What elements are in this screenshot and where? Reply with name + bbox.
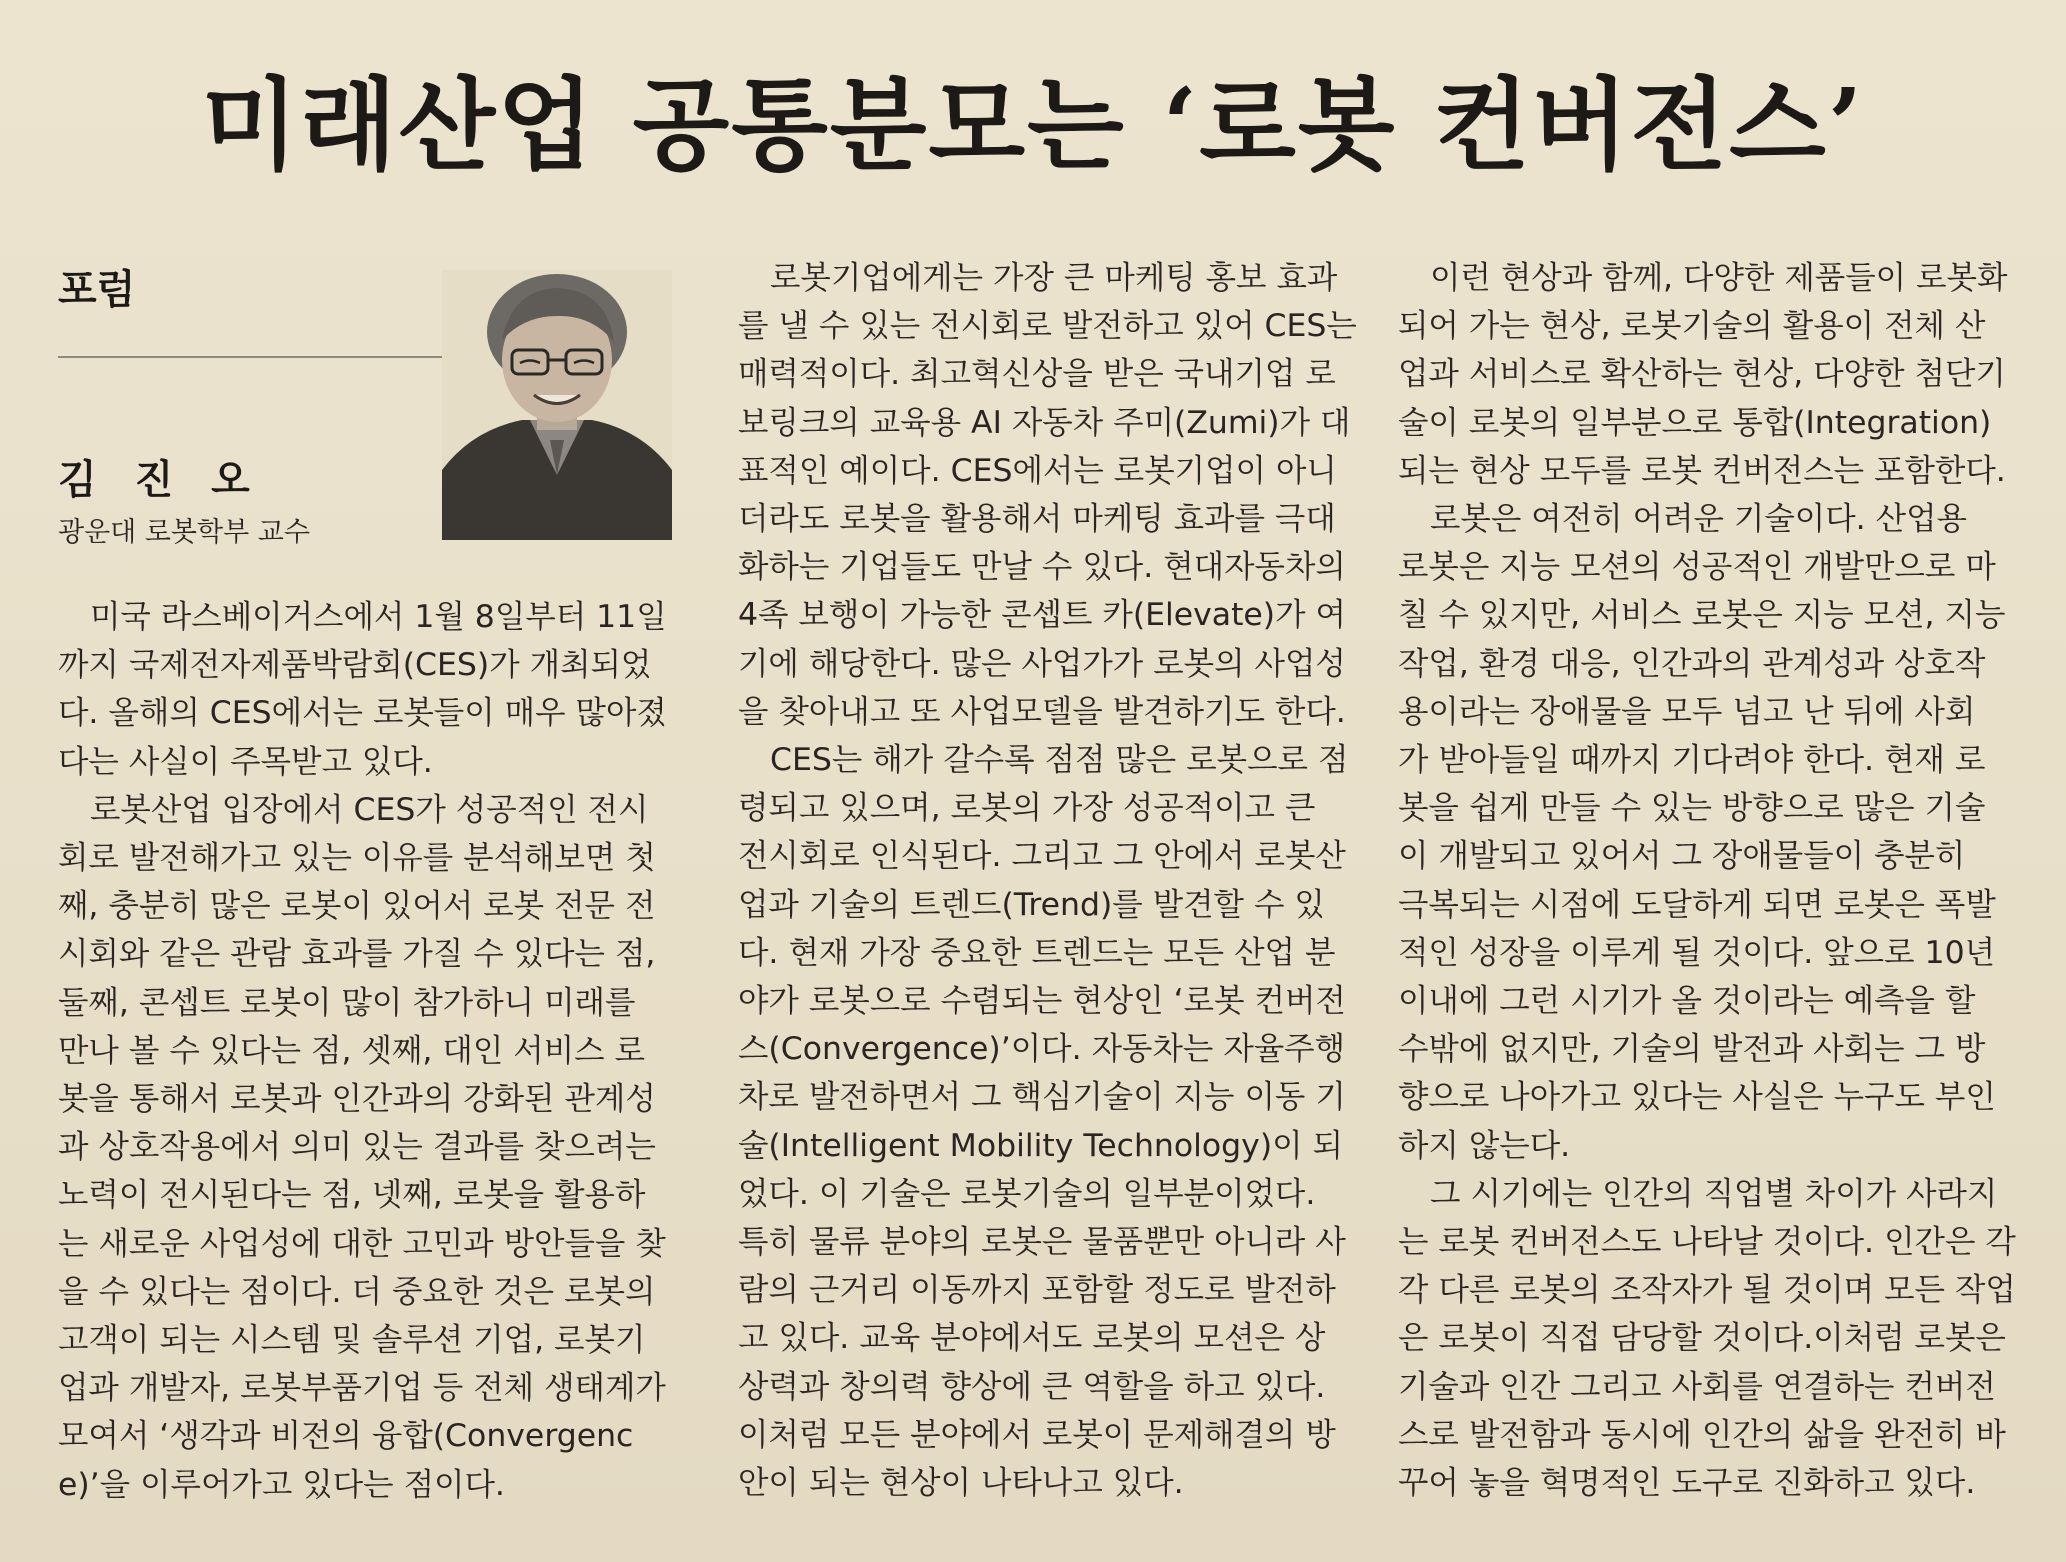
text-line: 화하는 기업들도 만날 수 있다. 현대자동차의 xyxy=(738,549,1346,586)
text-line: 고 있다. 교육 분야에서도 로봇의 모션은 상 xyxy=(738,1320,1326,1357)
text-line: 노력이 전시된다는 점, 넷째, 로봇을 활용하 xyxy=(58,1177,646,1214)
text-line: 는 로봇 컨버전스도 나타날 것이다. 인간은 각 xyxy=(1398,1224,2016,1261)
article-column-2 xyxy=(738,254,1357,1507)
text-line: 보링크의 교육용 AI 자동차 주미(Zumi)가 대 xyxy=(738,404,1351,441)
text-line: 다. 현재 가장 중요한 트렌드는 모든 산업 분 xyxy=(738,934,1336,971)
text-line: 표적인 예이다. CES에서는 로봇기업이 아니 xyxy=(738,452,1337,489)
text-line: 을 수 있다는 점이다. 더 중요한 것은 로봇의 xyxy=(58,1273,656,1310)
text-line: 째, 충분히 많은 로봇이 있어서 로봇 전문 전 xyxy=(58,888,656,925)
text-line: 하지 않는다. xyxy=(1398,1127,1571,1164)
text-line: e)’을 이루어가고 있다는 점이다. xyxy=(58,1466,505,1503)
text-line: 이처럼 모든 분야에서 로봇이 문제해결의 방 xyxy=(738,1416,1336,1453)
article-column-1 xyxy=(58,593,678,1509)
author-affiliation: 광운대 로봇학부 교수 xyxy=(58,517,310,548)
text-line: 시회와 같은 관람 효과를 가질 수 있다는 점, xyxy=(58,936,656,973)
text-line: 업과 개발자, 로봇부품기업 등 전체 생태계가 xyxy=(58,1370,666,1407)
text-line: 극복되는 시점에 도달하게 되면 로봇은 폭발 xyxy=(1398,886,1996,923)
text-line: 다. 올해의 CES에서는 로봇들이 매우 많아졌 xyxy=(58,695,667,732)
text-line: 까지 국제전자제품박람회(CES)가 개최되었 xyxy=(58,647,652,684)
text-line: 회로 발전해가고 있는 이유를 분석해보면 첫 xyxy=(58,840,656,877)
text-line: 스(Convergence)’이다. 자동차는 자율주행 xyxy=(738,1031,1346,1068)
text-line: 로봇은 지능 모션의 성공적인 개발만으로 마 xyxy=(1398,549,1996,586)
text-line: 었다. 이 기술은 로봇기술의 일부분이었다. xyxy=(738,1175,1316,1212)
text-line: 되는 현상 모두를 로봇 컨버전스는 포함한다. xyxy=(1398,452,2006,489)
text-line: 향으로 나아가고 있다는 사실은 누구도 부인 xyxy=(1398,1079,1996,1116)
text-line: 기에 해당한다. 많은 사업가가 로봇의 사업성 xyxy=(738,645,1346,682)
text-line: 그 시기에는 인간의 직업별 차이가 사라지 xyxy=(1430,1175,1998,1212)
text-line: 봇을 쉽게 만들 수 있는 방향으로 많은 기술 xyxy=(1398,790,1986,827)
text-line: 업과 기술의 트렌드(Trend)를 발견할 수 있 xyxy=(738,886,1325,923)
text-line: 상력과 창의력 향상에 큰 역할을 하고 있다. xyxy=(738,1368,1326,1405)
text-line: 더라도 로봇을 활용해서 마케팅 효과를 극대 xyxy=(738,501,1336,538)
text-line: 업과 서비스로 확산하는 현상, 다양한 첨단기 xyxy=(1398,356,2006,393)
headline: 미래산업 공통분모는 ‘로봇 컨버전스’ xyxy=(201,66,1865,184)
text-line: 스로 발전함과 동시에 인간의 삶을 완전히 바 xyxy=(1398,1416,2006,1453)
text-line: 4족 보행이 가능한 콘셉트 카(Elevate)가 여 xyxy=(738,597,1346,634)
text-line: 꾸어 놓을 혁명적인 도구로 진화하고 있다. xyxy=(1398,1465,1976,1502)
text-line: 술이 로봇의 일부분으로 통합(Integration) xyxy=(1398,404,1992,441)
text-line: 수밖에 없지만, 기술의 발전과 사회는 그 방 xyxy=(1398,1031,1986,1068)
text-line: 람의 근거리 이동까지 포함할 정도로 발전하 xyxy=(738,1272,1336,1309)
text-line: 각 다른 로봇의 조작자가 될 것이며 모든 작업 xyxy=(1398,1272,2016,1309)
text-line: 되어 가는 현상, 로봇기술의 활용이 전체 산 xyxy=(1398,308,1986,345)
text-line: 령되고 있으며, 로봇의 가장 성공적이고 큰 xyxy=(738,790,1316,827)
text-line: 봇을 통해서 로봇과 인간과의 강화된 관계성 xyxy=(58,1081,656,1118)
text-line: 만나 볼 수 있다는 점, 셋째, 대인 서비스 로 xyxy=(58,1032,645,1069)
text-line: 적인 성장을 이루게 될 것이다. 앞으로 10년 xyxy=(1398,934,1996,971)
author-portrait-photo xyxy=(442,270,672,540)
text-line: 안이 되는 현상이 나타나고 있다. xyxy=(738,1465,1184,1502)
text-line: 이런 현상과 함께, 다양한 제품들이 로봇화 xyxy=(1430,260,2008,296)
text-line: 특히 물류 분야의 로봇은 물품뿐만 아니라 사 xyxy=(738,1224,1346,1261)
text-line: 고객이 되는 시스템 및 솔루션 기업, 로봇기 xyxy=(58,1322,646,1359)
text-line: 다는 사실이 주목받고 있다. xyxy=(58,743,433,780)
text-line: 야가 로봇으로 수렴되는 현상인 ‘로봇 컨버전 xyxy=(738,983,1346,1020)
text-line: 차로 발전하면서 그 핵심기술이 지능 이동 기 xyxy=(738,1079,1346,1116)
text-line: 칠 수 있지만, 서비스 로봇은 지능 모션, 지능 xyxy=(1398,597,2006,634)
text-line: 술(Intelligent Mobility Technology)이 되 xyxy=(738,1127,1343,1164)
text-line: 기술과 인간 그리고 사회를 연결하는 컨버전 xyxy=(1398,1368,1996,1405)
text-line: 로봇산업 입장에서 CES가 성공적인 전시 xyxy=(90,791,649,828)
text-line: 이 개발되고 있어서 그 장애물들이 충분히 xyxy=(1398,838,1966,875)
text-line: 둘째, 콘셉트 로봇이 많이 참가하니 미래를 xyxy=(58,984,636,1021)
text-line: 는 새로운 사업성에 대한 고민과 방안들을 찾 xyxy=(58,1225,666,1262)
text-line: 작업, 환경 대응, 인간과의 관계성과 상호작 xyxy=(1398,645,1986,682)
text-line: CES는 해가 갈수록 점점 많은 로봇으로 점 xyxy=(770,742,1349,779)
text-line: 매력적이다. 최고혁신상을 받은 국내기업 로 xyxy=(738,356,1336,393)
section-label: 포럼 xyxy=(58,267,136,313)
article-column-3 xyxy=(1398,254,2018,1507)
text-line: 이내에 그런 시기가 올 것이라는 예측을 할 xyxy=(1398,983,1976,1020)
text-line: 전시회로 인식된다. 그리고 그 안에서 로봇산 xyxy=(738,838,1346,875)
author-name: 김 진 오 xyxy=(58,457,262,503)
text-line: 가 받아들일 때까지 기다려야 한다. 현재 로 xyxy=(1398,742,1986,779)
text-line: 미국 라스베이거스에서 1월 8일부터 11일 xyxy=(90,599,667,635)
text-line: 용이라는 장애물을 모두 넘고 난 뒤에 사회 xyxy=(1398,693,1976,730)
text-line: 로봇은 여전히 어려운 기술이다. 산업용 xyxy=(1430,501,1967,538)
text-line: 과 상호작용에서 의미 있는 결과를 찾으려는 xyxy=(58,1129,656,1166)
text-line: 모여서 ‘생각과 비전의 융합(Convergenc xyxy=(58,1418,634,1455)
text-line: 은 로봇이 직접 담당할 것이다.이처럼 로봇은 xyxy=(1398,1320,2006,1357)
text-line: 을 찾아내고 또 사업모델을 발견하기도 한다. xyxy=(738,693,1346,730)
text-line: 를 낼 수 있는 전시회로 발전하고 있어 CES는 xyxy=(738,308,1357,345)
text-line: 로봇기업에게는 가장 큰 마케팅 홍보 효과 xyxy=(770,260,1338,296)
